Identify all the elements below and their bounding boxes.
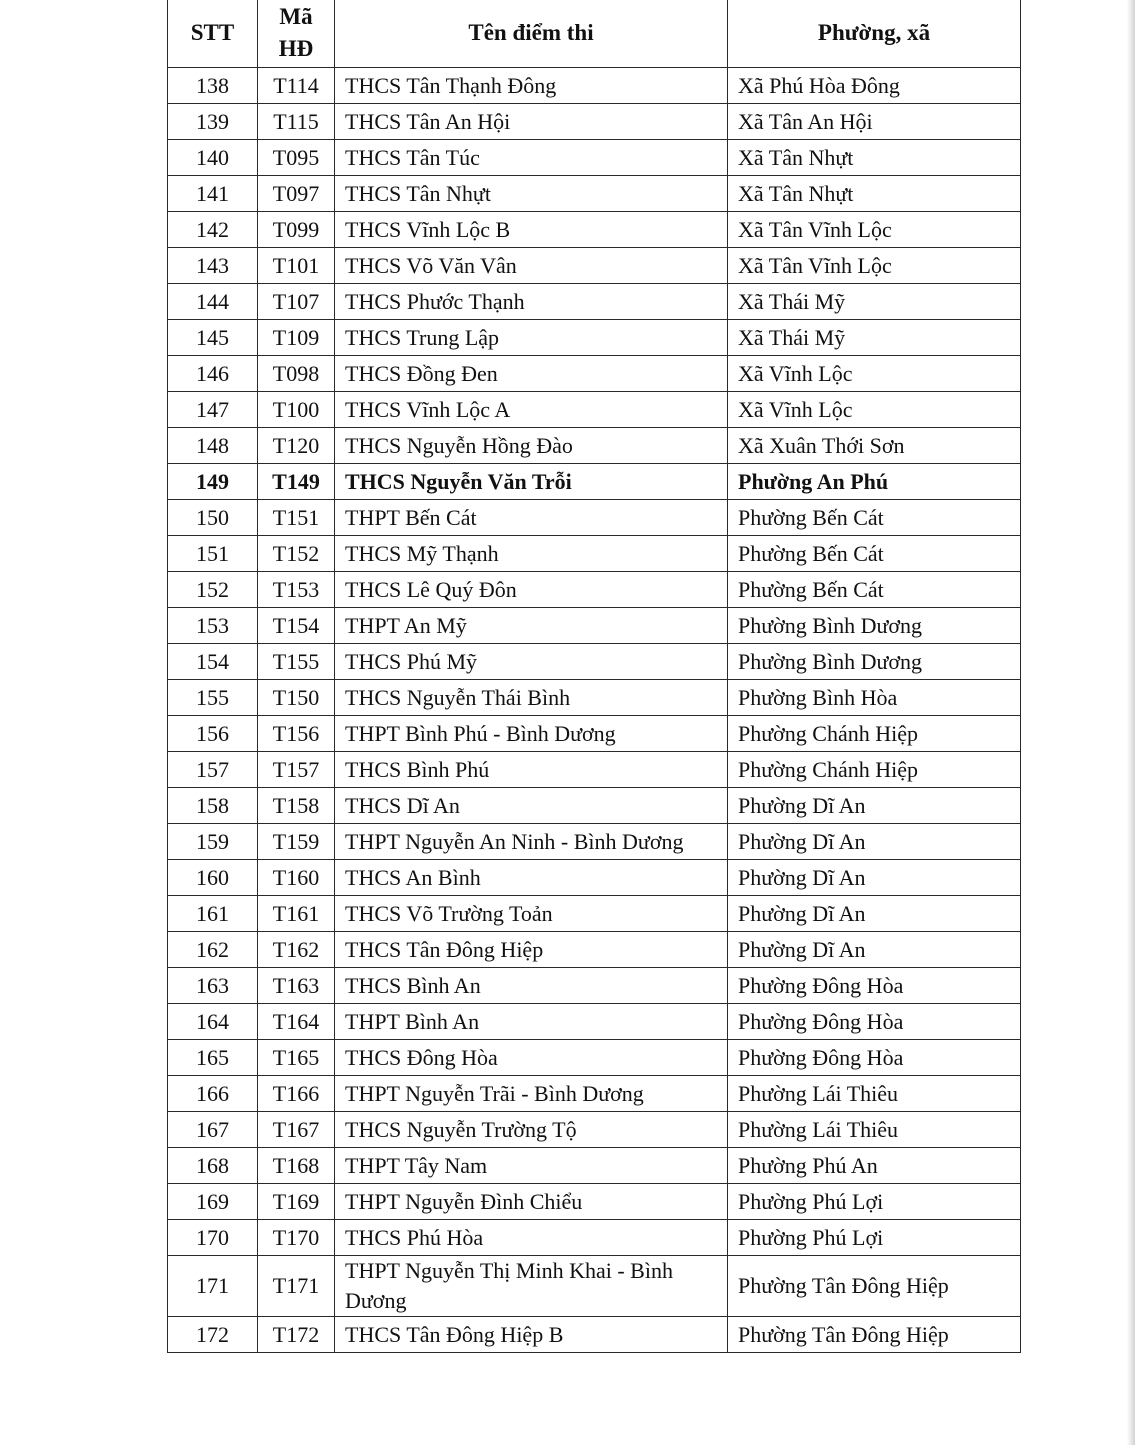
cell-code: T098	[258, 356, 335, 392]
table-row	[168, 1040, 1021, 1076]
cell-name: THCS Võ Trường Toản	[335, 896, 728, 932]
cell-code: T120	[258, 428, 335, 464]
cell-code: T169	[258, 1184, 335, 1220]
table-row	[168, 104, 1021, 140]
cell-code: T155	[258, 644, 335, 680]
cell-code: T165	[258, 1040, 335, 1076]
table-row	[168, 1076, 1021, 1112]
table-row	[168, 644, 1021, 680]
cell-ward: Phường Bình Hòa	[728, 680, 1021, 716]
cell-stt: 160	[168, 860, 258, 896]
cell-ward: Phường Bến Cát	[728, 572, 1021, 608]
cell-name: THPT Bình Phú - Bình Dương	[335, 716, 728, 752]
table-row	[168, 680, 1021, 716]
cell-name: THCS Phước Thạnh	[335, 284, 728, 320]
cell-stt: 172	[168, 1317, 258, 1353]
cell-code: T160	[258, 860, 335, 896]
table-row	[168, 212, 1021, 248]
cell-code: T161	[258, 896, 335, 932]
cell-name: THCS Tân An Hội	[335, 104, 728, 140]
table-row	[168, 860, 1021, 896]
cell-ward: Phường Bến Cát	[728, 500, 1021, 536]
cell-ward: Phường Bình Dương	[728, 644, 1021, 680]
cell-name: THPT Nguyễn Trãi - Bình Dương	[335, 1076, 728, 1112]
table-row	[168, 320, 1021, 356]
cell-code: T114	[258, 68, 335, 104]
table-row	[168, 464, 1021, 500]
cell-name: THCS Bình An	[335, 968, 728, 1004]
cell-code: T164	[258, 1004, 335, 1040]
cell-stt: 158	[168, 788, 258, 824]
cell-ward: Phường Dĩ An	[728, 788, 1021, 824]
cell-code: T156	[258, 716, 335, 752]
cell-name: THCS Trung Lập	[335, 320, 728, 356]
cell-name: THCS Tân Đông Hiệp	[335, 932, 728, 968]
cell-ward: Phường Dĩ An	[728, 896, 1021, 932]
cell-ward: Phường An Phú	[728, 464, 1021, 500]
cell-code: T159	[258, 824, 335, 860]
cell-stt: 165	[168, 1040, 258, 1076]
cell-ward: Xã Phú Hòa Đông	[728, 68, 1021, 104]
cell-name: THPT Bình An	[335, 1004, 728, 1040]
cell-stt: 143	[168, 248, 258, 284]
cell-code: T150	[258, 680, 335, 716]
cell-ward: Phường Bình Dương	[728, 608, 1021, 644]
table-row	[168, 356, 1021, 392]
table-row	[168, 68, 1021, 104]
table-body	[168, 68, 1021, 1353]
cell-code: T099	[258, 212, 335, 248]
table-row	[168, 536, 1021, 572]
cell-code: T101	[258, 248, 335, 284]
cell-ward: Phường Dĩ An	[728, 932, 1021, 968]
table-row	[168, 716, 1021, 752]
cell-stt: 159	[168, 824, 258, 860]
cell-ward: Xã Tân Vĩnh Lộc	[728, 212, 1021, 248]
cell-name: THCS Dĩ An	[335, 788, 728, 824]
cell-ward: Phường Tân Đông Hiệp	[728, 1256, 1021, 1317]
cell-name: THCS Nguyễn Trường Tộ	[335, 1112, 728, 1148]
cell-name: THPT Tây Nam	[335, 1148, 728, 1184]
cell-stt: 139	[168, 104, 258, 140]
cell-name: THCS Lê Quý Đôn	[335, 572, 728, 608]
table-row	[168, 608, 1021, 644]
cell-ward: Xã Thái Mỹ	[728, 320, 1021, 356]
cell-stt: 142	[168, 212, 258, 248]
cell-ward: Phường Đông Hòa	[728, 968, 1021, 1004]
header-name: Tên điểm thi	[335, 0, 728, 68]
cell-ward: Phường Dĩ An	[728, 824, 1021, 860]
table-row	[168, 932, 1021, 968]
header-ward: Phường, xã	[728, 0, 1021, 68]
cell-stt: 146	[168, 356, 258, 392]
cell-ward: Phường Tân Đông Hiệp	[728, 1317, 1021, 1353]
cell-ward: Xã Tân Nhựt	[728, 140, 1021, 176]
cell-name: THCS Tân Túc	[335, 140, 728, 176]
cell-code: T109	[258, 320, 335, 356]
cell-stt: 155	[168, 680, 258, 716]
cell-code: T153	[258, 572, 335, 608]
cell-stt: 161	[168, 896, 258, 932]
cell-stt: 156	[168, 716, 258, 752]
cell-ward: Xã Tân An Hội	[728, 104, 1021, 140]
cell-ward: Phường Chánh Hiệp	[728, 752, 1021, 788]
cell-stt: 150	[168, 500, 258, 536]
table-row	[168, 140, 1021, 176]
cell-name: THCS Nguyễn Hồng Đào	[335, 428, 728, 464]
cell-name: THCS Tân Nhựt	[335, 176, 728, 212]
cell-ward: Phường Phú Lợi	[728, 1220, 1021, 1256]
cell-name: THCS Phú Mỹ	[335, 644, 728, 680]
cell-code: T167	[258, 1112, 335, 1148]
cell-ward: Phường Chánh Hiệp	[728, 716, 1021, 752]
cell-stt: 144	[168, 284, 258, 320]
cell-ward: Phường Dĩ An	[728, 860, 1021, 896]
cell-name: THPT An Mỹ	[335, 608, 728, 644]
table-row	[168, 1184, 1021, 1220]
cell-stt: 141	[168, 176, 258, 212]
cell-ward: Xã Tân Vĩnh Lộc	[728, 248, 1021, 284]
cell-name: THCS Mỹ Thạnh	[335, 536, 728, 572]
cell-stt: 153	[168, 608, 258, 644]
cell-name: THCS Vĩnh Lộc A	[335, 392, 728, 428]
cell-ward: Phường Phú Lợi	[728, 1184, 1021, 1220]
cell-code: T154	[258, 608, 335, 644]
cell-code: T171	[258, 1256, 335, 1317]
cell-ward: Phường Đông Hòa	[728, 1004, 1021, 1040]
cell-code: T115	[258, 104, 335, 140]
table-row	[168, 1220, 1021, 1256]
cell-ward: Phường Đông Hòa	[728, 1040, 1021, 1076]
cell-ward: Xã Thái Mỹ	[728, 284, 1021, 320]
cell-code: T158	[258, 788, 335, 824]
cell-stt: 157	[168, 752, 258, 788]
cell-name: THCS Phú Hòa	[335, 1220, 728, 1256]
table-row	[168, 572, 1021, 608]
cell-stt: 168	[168, 1148, 258, 1184]
cell-stt: 163	[168, 968, 258, 1004]
cell-stt: 151	[168, 536, 258, 572]
cell-name: THPT Bến Cát	[335, 500, 728, 536]
cell-name: THCS Võ Văn Vân	[335, 248, 728, 284]
cell-name: THCS Tân Thạnh Đông	[335, 68, 728, 104]
table-row	[168, 968, 1021, 1004]
cell-stt: 147	[168, 392, 258, 428]
table-row	[168, 176, 1021, 212]
cell-name: THCS Nguyễn Thái Bình	[335, 680, 728, 716]
cell-stt: 171	[168, 1256, 258, 1317]
table-row	[168, 392, 1021, 428]
cell-name: THCS Đồng Đen	[335, 356, 728, 392]
cell-stt: 169	[168, 1184, 258, 1220]
cell-ward: Phường Bến Cát	[728, 536, 1021, 572]
cell-ward: Xã Vĩnh Lộc	[728, 356, 1021, 392]
cell-name: THPT Nguyễn An Ninh - Bình Dương	[335, 824, 728, 860]
cell-name: THCS Bình Phú	[335, 752, 728, 788]
cell-code: T097	[258, 176, 335, 212]
cell-ward: Xã Tân Nhựt	[728, 176, 1021, 212]
cell-code: T107	[258, 284, 335, 320]
cell-stt: 140	[168, 140, 258, 176]
cell-stt: 145	[168, 320, 258, 356]
cell-ward: Phường Lái Thiêu	[728, 1112, 1021, 1148]
cell-name: THCS An Bình	[335, 860, 728, 896]
header-row	[168, 0, 1021, 68]
cell-stt: 170	[168, 1220, 258, 1256]
table-row	[168, 1317, 1021, 1353]
cell-code: T100	[258, 392, 335, 428]
table-row	[168, 284, 1021, 320]
cell-stt: 166	[168, 1076, 258, 1112]
cell-stt: 148	[168, 428, 258, 464]
table-row	[168, 824, 1021, 860]
cell-name: THCS Nguyễn Văn Trỗi	[335, 464, 728, 500]
cell-name: THPT Nguyễn Đình Chiểu	[335, 1184, 728, 1220]
table-row	[168, 1004, 1021, 1040]
table-row	[168, 248, 1021, 284]
cell-stt: 149	[168, 464, 258, 500]
cell-code: T157	[258, 752, 335, 788]
cell-ward: Phường Lái Thiêu	[728, 1076, 1021, 1112]
table-row	[168, 1256, 1021, 1317]
cell-name: THCS Đông Hòa	[335, 1040, 728, 1076]
cell-code: T152	[258, 536, 335, 572]
cell-name: THPT Nguyễn Thị Minh Khai - Bình Dương	[335, 1256, 728, 1317]
table-row	[168, 1148, 1021, 1184]
cell-name: THCS Vĩnh Lộc B	[335, 212, 728, 248]
cell-ward: Phường Phú An	[728, 1148, 1021, 1184]
table-row	[168, 500, 1021, 536]
cell-code: T166	[258, 1076, 335, 1112]
cell-code: T162	[258, 932, 335, 968]
exam-site-table	[167, 0, 1021, 1353]
cell-code: T095	[258, 140, 335, 176]
cell-ward: Xã Xuân Thới Sơn	[728, 428, 1021, 464]
cell-stt: 167	[168, 1112, 258, 1148]
cell-name: THCS Tân Đông Hiệp B	[335, 1317, 728, 1353]
cell-stt: 162	[168, 932, 258, 968]
cell-code: T172	[258, 1317, 335, 1353]
cell-stt: 152	[168, 572, 258, 608]
header-stt: STT	[168, 0, 258, 68]
cell-stt: 154	[168, 644, 258, 680]
cell-ward: Xã Vĩnh Lộc	[728, 392, 1021, 428]
cell-code: T149	[258, 464, 335, 500]
cell-stt: 138	[168, 68, 258, 104]
table-header	[168, 0, 1021, 68]
cell-stt: 164	[168, 1004, 258, 1040]
header-code: Mã HĐ	[258, 0, 335, 68]
table-row	[168, 752, 1021, 788]
page-edge-shadow	[1127, 0, 1135, 1445]
cell-code: T168	[258, 1148, 335, 1184]
table-row	[168, 788, 1021, 824]
cell-code: T163	[258, 968, 335, 1004]
table-row	[168, 428, 1021, 464]
table-row	[168, 896, 1021, 932]
cell-code: T151	[258, 500, 335, 536]
table-row	[168, 1112, 1021, 1148]
cell-code: T170	[258, 1220, 335, 1256]
